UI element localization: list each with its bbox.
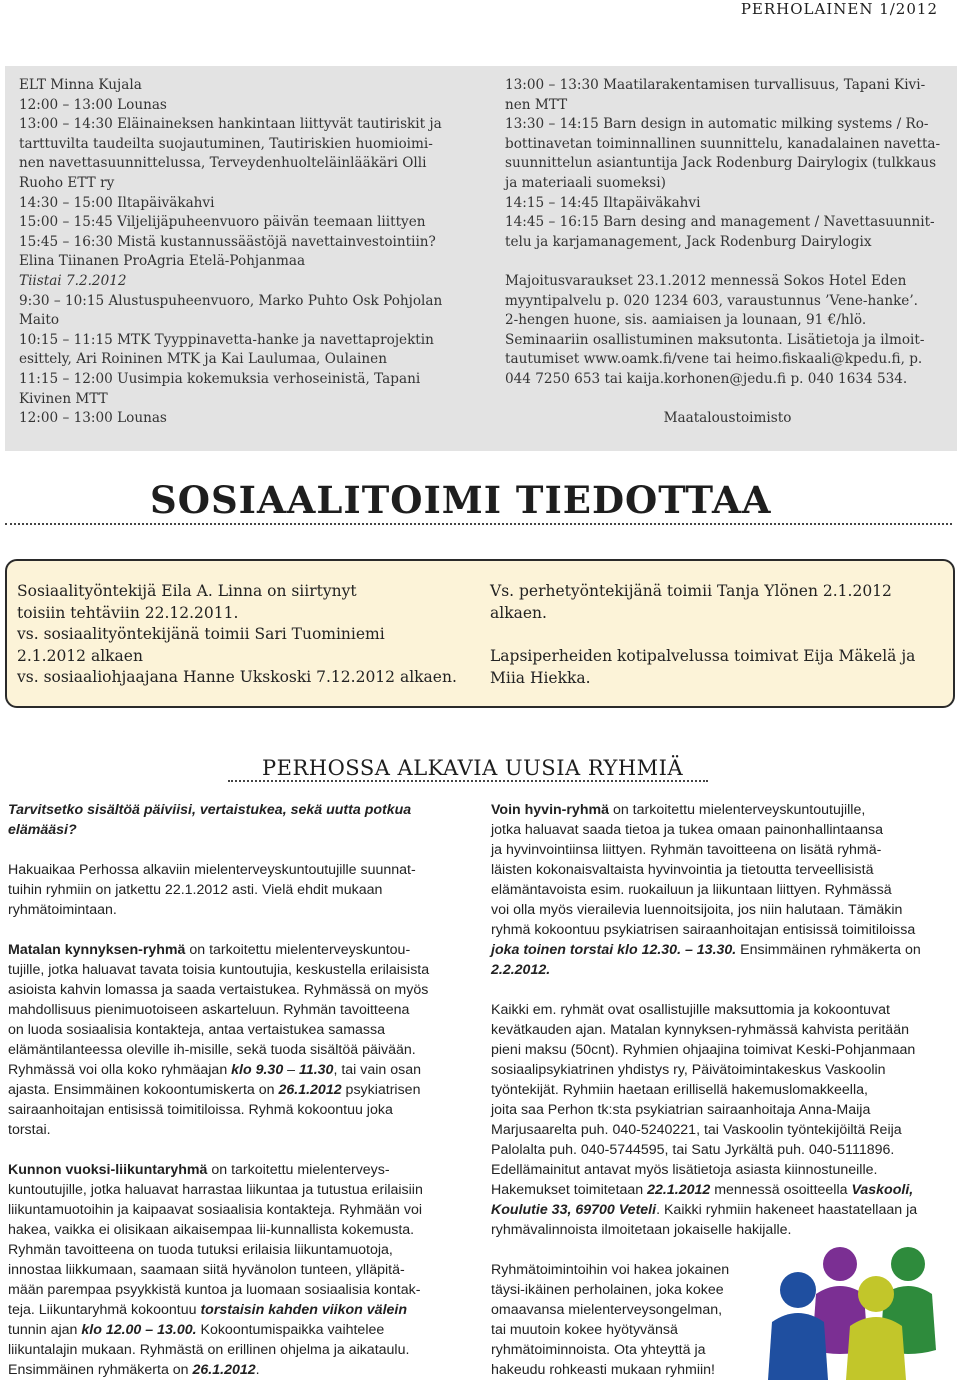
program-line: telu ja karjamanagement, Jack Rodenburg Dairylogix: [505, 233, 872, 250]
program-line: 13:30 – 14:15 Barn design in automatic milking systems / Ro-: [505, 116, 929, 133]
sosiaalitoimi-heading: SOSIAALITOIMI TIEDOTTAA: [150, 478, 772, 522]
booking-line: myyntipalvelu p. 020 1234 603, varaustunnus ’Vene-hanke’.: [505, 292, 918, 309]
paragraph-line: hakea, vaikka ei olisikaan aikaisempaa lii-kunnallista kokemusta.: [8, 1222, 415, 1238]
paragraph-line: on luoda sosiaalisia kontakteja, antaa vertaistukea samassa: [8, 1022, 385, 1038]
program-line: bottinavetan toiminnallinen suunnittelu, kanadalainen navetta-: [505, 135, 941, 152]
paragraph-line: kuntoutujille, jotka haluavat harrastaa liikuntaa ja tutustua erilaisiin: [8, 1182, 423, 1198]
paragraph-line: mään parempaa psyykkistä kuntoa ja luomaan sosiaalisia kontak-: [8, 1282, 421, 1298]
publication-title: PERHOLAINEN 1/2012: [740, 0, 938, 18]
paragraph-line: työntekijät. Ryhmiin haetaan erillisellä hakemuslomakkeella,: [491, 1082, 868, 1098]
program-line: ELT Minna Kujala: [19, 77, 142, 93]
paragraph-line: tai muutoin kokee hyötyvänsä: [491, 1322, 678, 1338]
paragraph-line: Kunnon vuoksi-liikuntaryhmä on tarkoitettu mielenterveys-: [8, 1162, 390, 1178]
program-line: nen navettasuunnittelussa, Terveydenhuolteläinlääkäri Olli: [19, 155, 427, 172]
paragraph-line: torstai.: [8, 1122, 51, 1138]
paragraph-line: sosiaalipsykiatrinen yhdistys ry, Päivätoimintakeskus Vaskoolin: [491, 1062, 886, 1078]
paragraph-line: sairaanhoitajan entisissä toimitiloissa. Ryhmä kokoontuu joka: [8, 1102, 393, 1118]
paragraph-line: ryhmätoimintaan.: [8, 902, 117, 918]
paragraph-line: joita saa Perhon tk:sta psykiatrian sairaanhoitaja Anna-Maija: [491, 1102, 871, 1118]
paragraph-line: innostaa liikkumaan, saamaan siitä hyvänolon tunteen, ylläpitä-: [8, 1262, 405, 1278]
paragraph-line: elämäntavoista esim. ruokailuun ja liikuntaan liittyen. Ryhmässä: [491, 882, 892, 898]
page-header: [0, 0, 960, 22]
paragraph-line: liikuntamuotoihin ja kaipaavat sosiaalisia kontakteja. Ryhmään voi: [8, 1202, 423, 1218]
program-line: 12:00 – 13:00 Lounas: [19, 410, 167, 427]
paragraph-line: läisten kokonaisvaltaista hyvinvointia ja tietoutta terveellisistä: [491, 862, 874, 878]
paragraph-line: ryhmätoiminnoista. Ota yhteyttä ja: [491, 1342, 706, 1358]
program-left-column: [19, 76, 474, 429]
notice-line: Miia Hiekka.: [490, 668, 591, 687]
program-line: Kivinen MTT: [19, 390, 108, 407]
program-line: 14:15 – 14:45 Iltapäiväkahvi: [505, 194, 701, 211]
paragraph-line: jotka haluavat saada tietoa ja tukea omaan painonhallintaansa: [491, 822, 884, 838]
paragraph-line: tuihin ryhmiin on jatkettu 22.1.2012 asti. Vielä ehdit mukaan: [8, 882, 383, 898]
paragraph-line: Palolalta puh. 040-5744595, tai Satu Jyrkältä puh. 040-5111896.: [491, 1142, 895, 1158]
paragraph-line: Kaikki em. ryhmät ovat osallistujille maksuttomia ja kokoontuvat: [491, 1002, 890, 1018]
program-line: esittely, Ari Roininen MTK ja Kai Laulumaa, Oulainen: [19, 351, 387, 368]
paragraph-line: ryhmävalinnoista ilmoitetaan jokaiselle hakijalle.: [491, 1222, 792, 1238]
notice-line: vs. sosiaaliohjaajana Hanne Ukskoski 7.12.2012 alkaen.: [17, 668, 457, 687]
booking-line: Seminaariin osallistuminen maksutonta. Lisätietoja ja ilmoit-: [505, 331, 925, 348]
booking-line: 044 7250 653 tai kaija.korhonen@jedu.fi p. 040 1634 534.: [505, 370, 908, 387]
dotted-divider: [228, 780, 708, 782]
paragraph-line: mahdollisuus pienimuotoiseen askarteluun. Ryhmän tavoitteena: [8, 1002, 410, 1018]
intro-question: Tarvitsetko sisältöä päiviisi, vertaistukea, sekä uutta potkua: [8, 802, 412, 818]
paragraph-line: joka toinen torstai klo 12.30. – 13.30. Ensimmäinen ryhmäkerta on: [491, 942, 921, 958]
paragraph-line: pieni maksu (50cnt). Ryhmien ohjaajina toimivat Keski-Pohjanmaan: [491, 1042, 916, 1058]
article-left-column: [8, 800, 429, 1380]
paragraph-line: ajasta. Ensimmäinen kokoontumiskerta on 26.1.2012 psykiatrisen: [8, 1082, 421, 1098]
paragraph-line: Voin hyvin-ryhmä on tarkoitettu mielenterveyskuntoutujille,: [491, 802, 866, 818]
booking-line: Majoitusvaraukset 23.1.2012 mennessä Sokos Hotel Eden: [505, 272, 907, 289]
program-line: 15:00 – 15:45 Viljelijäpuheenvuoro päivän teemaan liittyen: [19, 214, 426, 231]
paragraph-line: Marjusaarelta puh. 040-5240221, tai Vaskoolin työntekijöiltä Reija: [491, 1122, 902, 1138]
paragraph-line: Koulutie 33, 69700 Veteli. Kaikki ryhmiin hakeneet haastatellaan ja: [491, 1202, 918, 1218]
program-line: 13:00 – 13:30 Maatilarakentamisen turvallisuus, Tapani Kivi-: [505, 77, 926, 93]
seminar-program-box: [5, 66, 957, 451]
program-line: 11:15 – 12:00 Uusimpia kokemuksia verhoseinistä, Tapani: [19, 370, 421, 387]
paragraph-line: kevätkauden ajan. Matalan kynnyksen-ryhmässä kahvista peritään: [491, 1022, 909, 1038]
notice-right-column: [490, 581, 915, 689]
paragraph-line: Ensimmäinen ryhmäkerta on 26.1.2012.: [8, 1362, 260, 1378]
program-line: ja materiaali suomeksi): [505, 174, 666, 191]
program-date: Tiistai 7.2.2012: [19, 272, 127, 289]
program-line: 12:00 – 13:00 Lounas: [19, 96, 167, 113]
program-line: Ruoho ETT ry: [19, 174, 115, 191]
sosiaalitoimi-notice-box: [5, 559, 955, 708]
notice-line: 2.1.2012 alkaen: [17, 646, 143, 665]
program-line: 14:45 – 16:15 Barn desing and management / Navettasuunnit-: [505, 214, 935, 231]
program-line: nen MTT: [505, 96, 568, 113]
booking-line: 2-hengen huone, sis. aamiaisen ja lounaan, 91 €/hlö.: [505, 312, 867, 329]
intro-question: elämääsi?: [8, 822, 77, 838]
notice-line: toisiin tehtäviin 22.12.2011.: [17, 603, 239, 622]
paragraph-line: tujille, jotka haluavat tavata toisia kuntoutujia, keskustella erilaisista: [8, 962, 430, 978]
paragraph-line: Ryhmän tavoitteena on tuoda tutuksi erilaisia liikuntamuotoja,: [8, 1242, 393, 1258]
program-signature: Maataloustoimisto: [663, 410, 792, 427]
paragraph-line: ja hyvinvointiinsa liittyen. Ryhmän tavoitteena on lisätä ryhmä-: [491, 842, 882, 858]
program-line: suunnittelun asiantuntija Jack Rodenburg Dairylogix (tulkkaus: [505, 155, 937, 172]
notice-line: Lapsiperheiden kotipalvelussa toimivat Eija Mäkelä ja: [490, 647, 916, 666]
people-group-icon: [758, 1242, 958, 1380]
program-line: 10:15 – 11:15 MTK Tyyppinavetta-hanke ja navettaprojektin: [19, 331, 434, 348]
notice-line: Vs. perhetyöntekijänä toimii Tanja Ylönen 2.1.2012: [490, 582, 892, 600]
paragraph-line: hakeudu rohkeasti mukaan ryhmiin!: [491, 1362, 715, 1378]
paragraph-line: Edellämainitut antavat myös lisätietoja asiasta kiinnostuneille.: [491, 1162, 878, 1178]
paragraph-line: liikuntalajin mukaan. Ryhmästä on erillinen ohjelma ja aikataulu.: [8, 1342, 410, 1358]
paragraph-line: asioista kahvin lomassa ja saada vertaistukea. Ryhmässä on myös: [8, 982, 429, 998]
dotted-divider: [5, 523, 952, 525]
paragraph-line: Hakemukset toimitetaan 22.1.2012 mennessä osoitteella Vaskooli,: [491, 1182, 914, 1198]
notice-line: vs. sosiaalityöntekijänä toimii Sari Tuominiemi: [17, 625, 385, 644]
program-line: 13:00 – 14:30 Eläinaineksen hankintaan liittyvät tautiriskit ja: [19, 116, 442, 133]
paragraph-line: teja. Liikuntaryhmä kokoontuu torstaisin kahden viikon välein: [8, 1302, 408, 1318]
program-line: 9:30 – 10:15 Alustuspuheenvuoro, Marko Puhto Osk Pohjolan: [19, 292, 443, 309]
paragraph-line: elämäntilanteessa oleville ih-misille, sekä tuoda sisältöä päivään.: [8, 1042, 416, 1058]
program-line: 14:30 – 15:00 Iltapäiväkahvi: [19, 194, 215, 211]
program-line: Elina Tiinanen ProAgria Etelä-Pohjanmaa: [19, 253, 306, 270]
notice-left-column: [17, 581, 457, 689]
paragraph-line: Ryhmätoimintoihin voi hakea jokainen: [491, 1262, 730, 1278]
kunnon-heading: Kunnon vuoksi-liikuntaryhmä: [8, 1162, 208, 1178]
perhossa-heading: PERHOSSA ALKAVIA UUSIA RYHMIÄ: [262, 756, 684, 780]
matala-heading: Matalan kynnyksen-ryhmä: [8, 942, 186, 958]
program-line: 15:45 – 16:30 Mistä kustannussäästöjä navettainvestointiin?: [19, 233, 436, 250]
paragraph-line: tunnin ajan klo 12.00 – 13.00. Kokoontumispaikka vaihtelee: [8, 1322, 385, 1338]
paragraph-line: täysi-ikäinen perholainen, joka kokee: [491, 1282, 724, 1298]
notice-line: alkaen.: [490, 603, 547, 622]
paragraph-line: voi olla myös vierailevia luennoitsijoita, jos niin halutaan. Tämäkin: [491, 902, 903, 918]
paragraph-line: Ryhmässä voi olla koko ryhmäajan klo 9.30 – 11.30, tai vain osan: [8, 1062, 421, 1078]
voin-heading: Voin hyvin-ryhmä: [491, 802, 609, 818]
paragraph-line: ryhmä kokoontuu psykiatrisen sairaanhoitajan entisissä toimitiloissa: [491, 922, 916, 938]
program-line: tarttuvilta taudeilta suojautuminen, Tautiriskien huomioimi-: [19, 135, 433, 152]
booking-line: tautumiset www.oamk.fi/vene tai heimo.fiskaali@kpedu.fi, p.: [505, 351, 923, 368]
paragraph-line: Matalan kynnyksen-ryhmä on tarkoitettu mielenterveyskuntou-: [8, 942, 411, 958]
person-figure: [768, 1272, 828, 1380]
program-right-column: [505, 76, 950, 429]
paragraph-line: Hakuaikaa Perhossa alkaviin mielenterveyskuntoutujille suunnat-: [8, 862, 416, 878]
paragraph-line: omaavansa mielenterveysongelman,: [491, 1302, 723, 1318]
paragraph-line: 2.2.2012.: [491, 962, 551, 978]
program-line: Maito: [19, 312, 60, 329]
notice-line: Sosiaalityöntekijä Eila A. Linna on siirtynyt: [17, 582, 357, 600]
